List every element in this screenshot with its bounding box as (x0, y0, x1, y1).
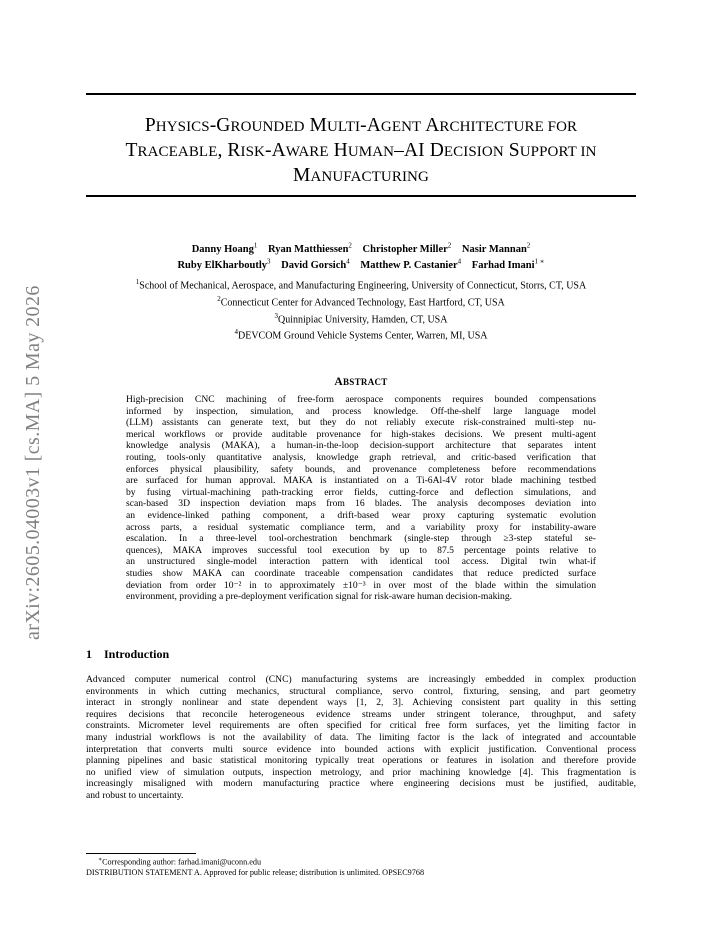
introduction-body (86, 674, 636, 802)
abstract-heading: ABSTRACT (334, 376, 388, 388)
abstract-line: an evidence-linked pathing component, a drift-based wear proxy capturing systematic evolution (126, 509, 596, 521)
title-line-3: MANUFACTURING (293, 165, 429, 186)
title-line-1: PHYSICS-GROUNDED MULTI-AGENT ARCHITECTURE FOR (144, 115, 578, 136)
author: Matthew P. Castanier$^4$ (360, 257, 462, 271)
author-row-2 (86, 256, 636, 273)
affiliation: $^4$DEVCOM Ground Vehicle Systems Center, Warren, MI, USA (234, 328, 488, 342)
affiliation: $^3$Quinnipiac University, Hamden, CT, USA (274, 311, 448, 325)
abstract-line: knowledge analysis (MAKA), a human-in-the-loop decision-support architecture that separates intent (126, 440, 596, 452)
footnotes (86, 855, 424, 879)
footnote-rule (86, 853, 196, 854)
author: David Gorsich$^4$ (281, 257, 350, 271)
author: Nasir Mannan$^2$ (461, 241, 531, 255)
abstract-line: by fusing virtual-machining path-tracking error fields, cutting-force and deflection simulations, and (126, 486, 596, 498)
body-line: interpretation that converts multi source evidence into bounded actions with explicit justification. Conventional process (86, 743, 636, 755)
abstract-line: deviation from order 10⁻² in to approximately ±10⁻³ in over most of the blade within the simulation (126, 579, 596, 591)
abstract-line: informed by inspection, simulation, and process knowledge. Off-the-shelf large language model (126, 405, 596, 417)
body-line: planning pipelines and basic statistical monitoring typically treat operations or features in isolation and therefore provide (86, 755, 636, 767)
abstract-line: across parts, a residual systematic compliance term, and a variability proxy for instability-aware (126, 521, 596, 533)
arxiv-stamp: arXiv:2605.04003v1 [cs.MA] 5 May 2026 (22, 285, 44, 640)
distribution-statement: DISTRIBUTION STATEMENT A. Approved for public release; distribution is unlimited. OPSEC9768 (86, 868, 425, 878)
abstract-line: are surfaced for human approval. MAKA is instantiated on a Ti-6Al-4V rotor blade machining testbed (126, 475, 596, 487)
body-line: environments in which cutting mechanics, structural compliance, servo control, fixturing, sensing, and part geometry (86, 685, 636, 697)
body-line: many industrial workflows is not the availability of data. The limiting factor is the lack of integrated and accountable (86, 731, 636, 743)
body-line: increasingly misaligned with modern manufacturing practice where engineering decisions must be justified, auditable, (86, 778, 636, 790)
abstract-line: escalation. In a three-level tool-orchestration benchmark (single-step through ≥3-step stateful se- (126, 533, 596, 545)
abstract-line: enforces physical plausibility, safety bounds, and provenance completeness before recommendations (126, 463, 596, 475)
body-line: interact in strongly nonlinear and state dependent ways [1, 2, 3]. Achieving consistent part quality in this setting (86, 697, 636, 709)
abstract-line: quences), MAKA improves successful tool execution by up to 87.5 percentage points relative to (126, 544, 596, 556)
abstract-line: High-precision CNC machining of free-form aerospace components requires bounded compensations (126, 394, 596, 405)
affiliation: $^2$Connecticut Center for Advanced Technology, East Hartford, CT, USA (217, 294, 505, 309)
title-line-2: TRACEABLE, RISK-AWARE HUMAN–AI DECISION SUPPORT IN (125, 140, 597, 161)
abstract-line: scan-based 3D inspection deviation maps from 16 blades. The analysis decomposes deviation into (126, 498, 596, 510)
author: Ruby ElKharboutly$^3$ (177, 257, 271, 271)
affiliation-list (86, 276, 636, 343)
abstract-line: merical workflows or provide auditable provenance for high-stakes decisions. We present multi-agent (126, 428, 596, 440)
author-row-1 (86, 239, 636, 256)
author: Christopher Miller$^2$ (362, 241, 452, 255)
abstract-line: (LLM) assistants can generate text, but they do not reliably execute risk-constrained multi-step nu- (126, 417, 596, 429)
author-list (86, 239, 636, 272)
author: Ryan Matthiessen$^2$ (267, 241, 352, 255)
abstract-line: studies show MAKA can coordinate traceable compensation candidates that reduce predicted surface (126, 567, 596, 579)
author: Danny Hoang$^1$ (191, 241, 258, 255)
body-line: no unified view of simulation outputs, inspection metrology, and prior machining knowledge [4]. This fragmentation is (86, 766, 636, 778)
corresponding-author-footnote: ∗Corresponding author: farhad.imani@uconn.edu (98, 857, 262, 867)
author: Farhad Imani$^{1 ∗}$ (471, 257, 545, 271)
body-line: constraints. Micrometer level requirements are often specified for critical free form surfaces, yet the limiting factor in (86, 720, 636, 732)
affiliation: $^1$School of Mechanical, Aerospace, and Manufacturing Engineering, University of Connecticut, Storrs, CT, USA (135, 278, 587, 292)
abstract-line: environment, providing a pre-deployment verification signal for risk-aware human decision-making. (126, 591, 513, 603)
section-heading: 1 Introduction (86, 647, 170, 661)
body-line: Advanced computer numerical control (CNC) manufacturing systems are increasingly embedded in complex production (86, 674, 636, 685)
body-line: requires decisions that reconcile heterogeneous evidence streams under stringent tolerance, throughput, and safety (86, 708, 636, 720)
body-line: and robust to uncertainty. (86, 789, 184, 801)
abstract-line: routing, tools-only quantitative analysis, knowledge graph retrieval, and critic-based verification that (126, 451, 596, 463)
abstract-line: an unstructured single-model interaction pattern with identical tool access. Digital twin what-if (126, 556, 596, 568)
title-top-rule (86, 93, 636, 95)
paper-title (86, 114, 636, 189)
title-bottom-rule (86, 195, 636, 197)
abstract-body (126, 394, 596, 603)
